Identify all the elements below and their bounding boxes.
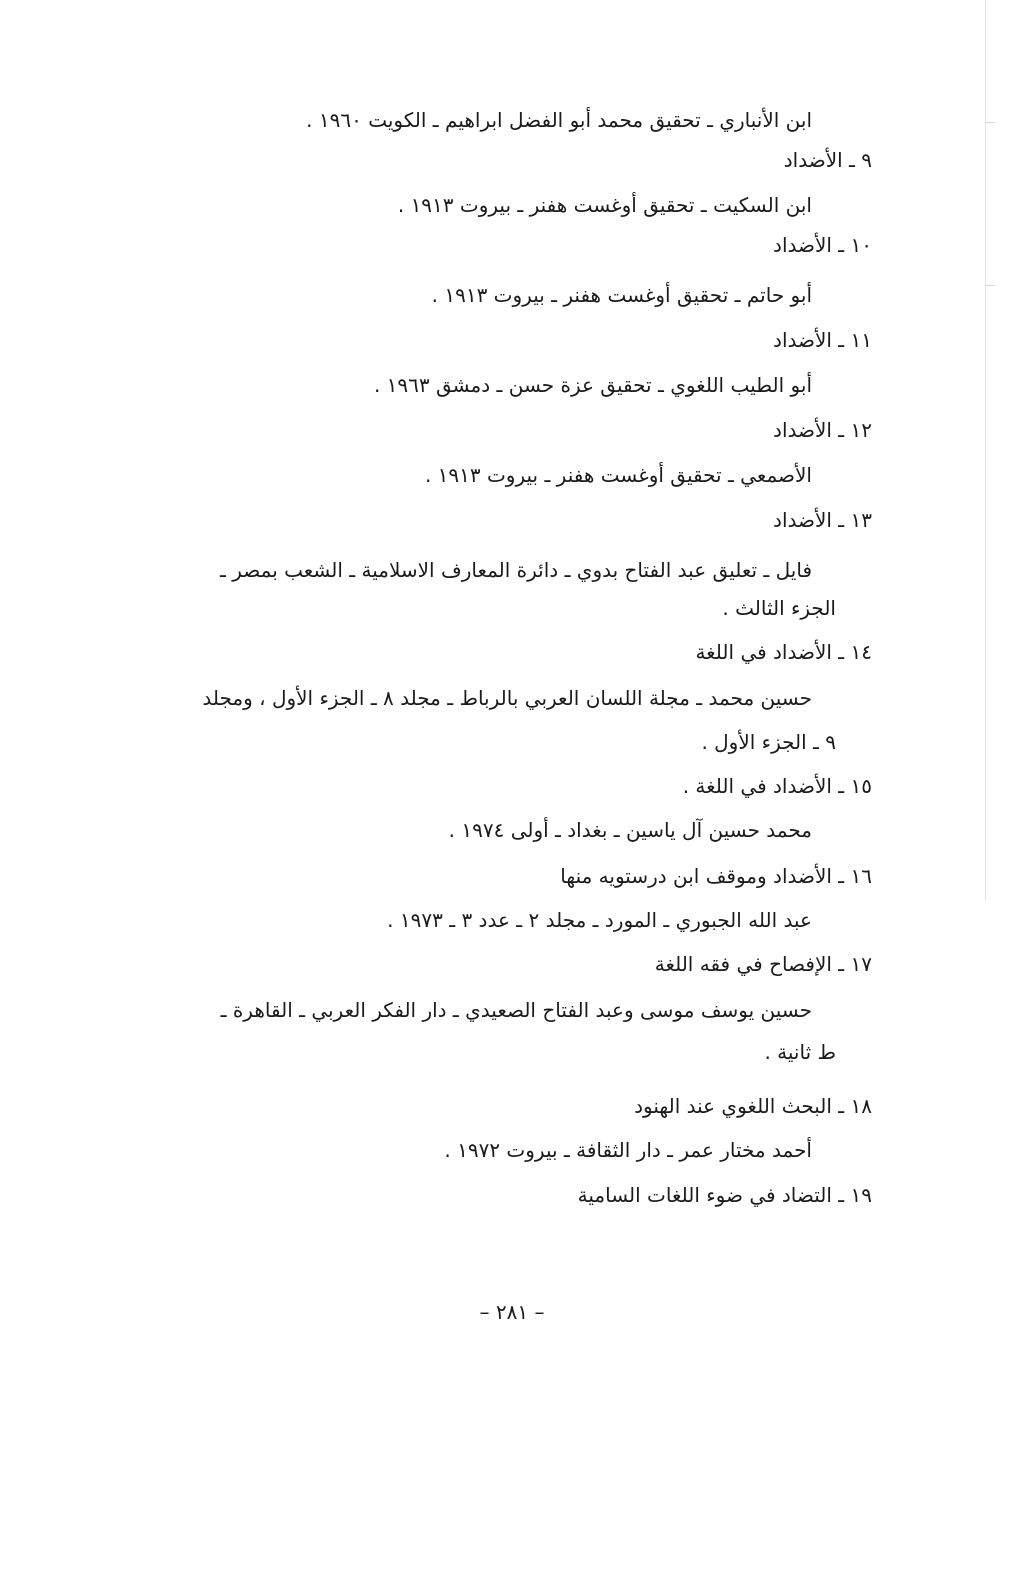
entry-citation-17-continued: ط ثانية .	[764, 1040, 836, 1064]
entry-citation-9: ابن السكيت ـ تحقيق أوغست هفنر ـ بيروت ١٩١٣ .	[397, 193, 812, 217]
entry-citation-12: الأصمعي ـ تحقيق أوغست هفنر ـ بيروت ١٩١٣ .	[424, 463, 812, 487]
entry-heading-17: ١٧ ـ الإفصاح في فقه اللغة	[654, 952, 872, 976]
entry-heading-16: ١٦ ـ الأضداد وموقف ابن درستويه منها	[560, 864, 872, 888]
entry-citation-11: أبو الطيب اللغوي ـ تحقيق عزة حسن ـ دمشق ١٩٦٣ .	[373, 373, 812, 397]
entry-citation-13: فايل ـ تعليق عبد الفتاح بدوي ـ دائرة المعارف الاسلامية ـ الشعب بمصر ـ	[220, 558, 812, 582]
entry-heading-13: ١٣ ـ الأضداد	[773, 508, 872, 532]
scan-edge-line	[985, 0, 986, 900]
entry-citation-14-continued: ٩ ـ الجزء الأول .	[701, 730, 836, 754]
page-number: – ٢٨١ –	[479, 1300, 545, 1324]
entry-heading-15: ١٥ ـ الأضداد في اللغة .	[682, 774, 872, 798]
entry-citation-15: محمد حسين آل ياسين ـ بغداد ـ أولى ١٩٧٤ .	[448, 818, 812, 842]
entry-heading-19: ١٩ ـ التضاد في ضوء اللغات السامية	[577, 1183, 872, 1207]
entry-citation-16: عبد الله الجبوري ـ المورد ـ مجلد ٢ ـ عدد ٣ ـ ١٩٧٣ .	[387, 908, 812, 932]
entry-citation-17: حسين يوسف موسى وعبد الفتاح الصعيدي ـ دار الفكر العربي ـ القاهرة ـ	[220, 998, 812, 1022]
entry-citation-18: أحمد مختار عمر ـ دار الثقافة ـ بيروت ١٩٧٢ .	[444, 1138, 812, 1162]
entry-citation-10: أبو حاتم ـ تحقيق أوغست هفنر ـ بيروت ١٩١٣ .	[431, 283, 812, 307]
entry-citation-14: حسين محمد ـ مجلة اللسان العربي بالرباط ـ مجلد ٨ ـ الجزء الأول ، ومجلد	[202, 686, 812, 710]
entry-heading-10: ١٠ ـ الأضداد	[773, 233, 872, 257]
entry-citation-13-continued: الجزء الثالث .	[722, 596, 836, 620]
scan-edge-mark	[985, 122, 995, 123]
entry-heading-18: ١٨ ـ البحث اللغوي عند الهنود	[634, 1094, 872, 1118]
entry-heading-9: ٩ ـ الأضداد	[783, 148, 872, 172]
entry-heading-12: ١٢ ـ الأضداد	[773, 418, 872, 442]
preceding-citation: ابن الأنباري ـ تحقيق محمد أبو الفضل ابراهيم ـ الكويت ١٩٦٠ .	[306, 108, 812, 132]
entry-heading-14: ١٤ ـ الأضداد في اللغة	[695, 640, 872, 664]
scan-edge-mark	[985, 285, 995, 286]
entry-heading-11: ١١ ـ الأضداد	[773, 328, 872, 352]
